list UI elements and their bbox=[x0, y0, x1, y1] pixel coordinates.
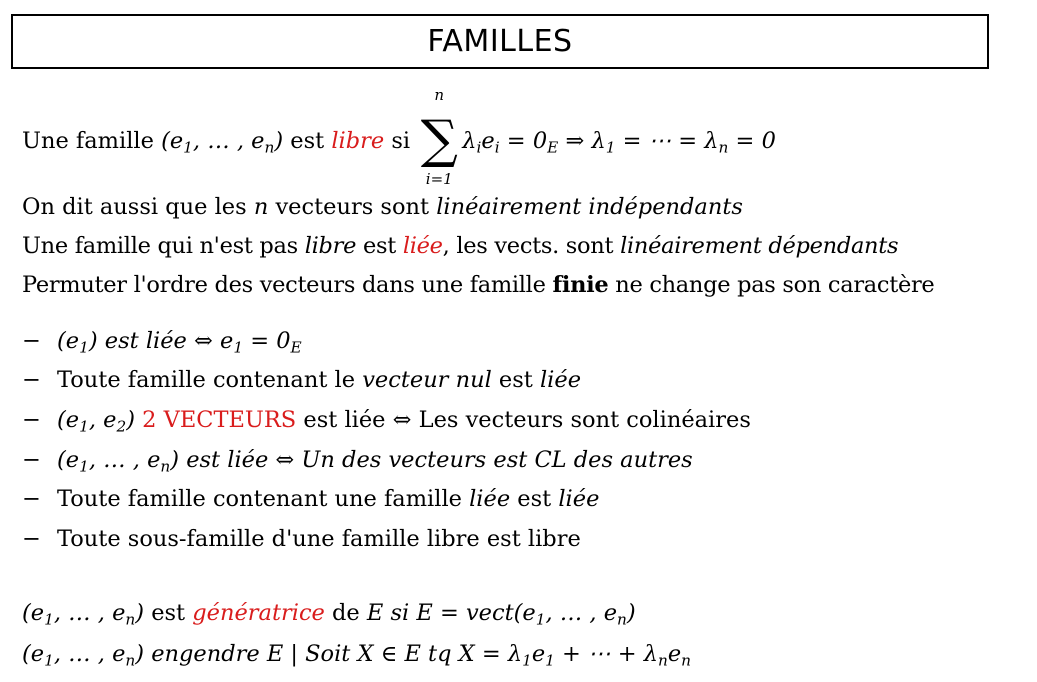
dash-bullet: − bbox=[22, 447, 41, 473]
dash-bullet: − bbox=[22, 407, 41, 433]
def-libre-line: Une famille ($e_1$, … , $e_n$) est libre si n ∑ i=1 $\lambda_ie_i = 0_E$ ⇒ $\lambda_1$ = ⋯ = $\lambda_n = 0$ bbox=[22, 86, 776, 188]
list-item: − ($e_1$, $e_2$) 2 VECTEURS est liée ⇔ Les vecteurs sont colinéaires bbox=[22, 407, 751, 436]
keyword-2-vecteurs: 2 VECTEURS bbox=[134, 407, 297, 433]
generatrice-line: ($e_1$, … , $e_n$) est génératrice de E si $E = vect(e_1$, … , $e_n$) bbox=[22, 600, 636, 629]
list-item: − ($e_1$, … , $e_n$) est liée ⇔ Un des vecteurs est CL des autres bbox=[22, 447, 693, 476]
engendre-line: ($e_1$, … , $e_n$) engendre E | Soit X ∈ E tq $X = \lambda_1e_1$ + ⋯ + $\lambda_ne_n$ bbox=[22, 641, 692, 670]
list-item: − Toute famille contenant une famille liée est liée bbox=[22, 486, 600, 512]
list-item: − Toute sous-famille d'une famille libre est libre bbox=[22, 526, 581, 552]
dash-bullet: − bbox=[22, 367, 41, 393]
dash-bullet: − bbox=[22, 486, 41, 512]
page-title: FAMILLES bbox=[11, 14, 989, 69]
def-liee-line: Une famille qui n'est pas libre est liée, les vects. sont linéairement dépendants bbox=[22, 233, 899, 259]
keyword-liee: liée bbox=[402, 233, 443, 259]
dash-bullet: − bbox=[22, 526, 41, 552]
list-item: − $(e_1)$ est liée ⇔ $e_1 = 0_E$ bbox=[22, 328, 302, 357]
on-dit-line: On dit aussi que les n vecteurs sont linéairement indépendants bbox=[22, 194, 743, 220]
keyword-generatrice: génératrice bbox=[192, 600, 325, 626]
permuter-line: Permuter l'ordre des vecteurs dans une famille finie ne change pas son caractère bbox=[22, 272, 935, 298]
list-item: − Toute famille contenant le vecteur nul est liée bbox=[22, 367, 582, 393]
summation-symbol: n ∑ i=1 bbox=[420, 86, 458, 188]
dash-bullet: − bbox=[22, 328, 41, 354]
keyword-libre: libre bbox=[331, 128, 385, 154]
